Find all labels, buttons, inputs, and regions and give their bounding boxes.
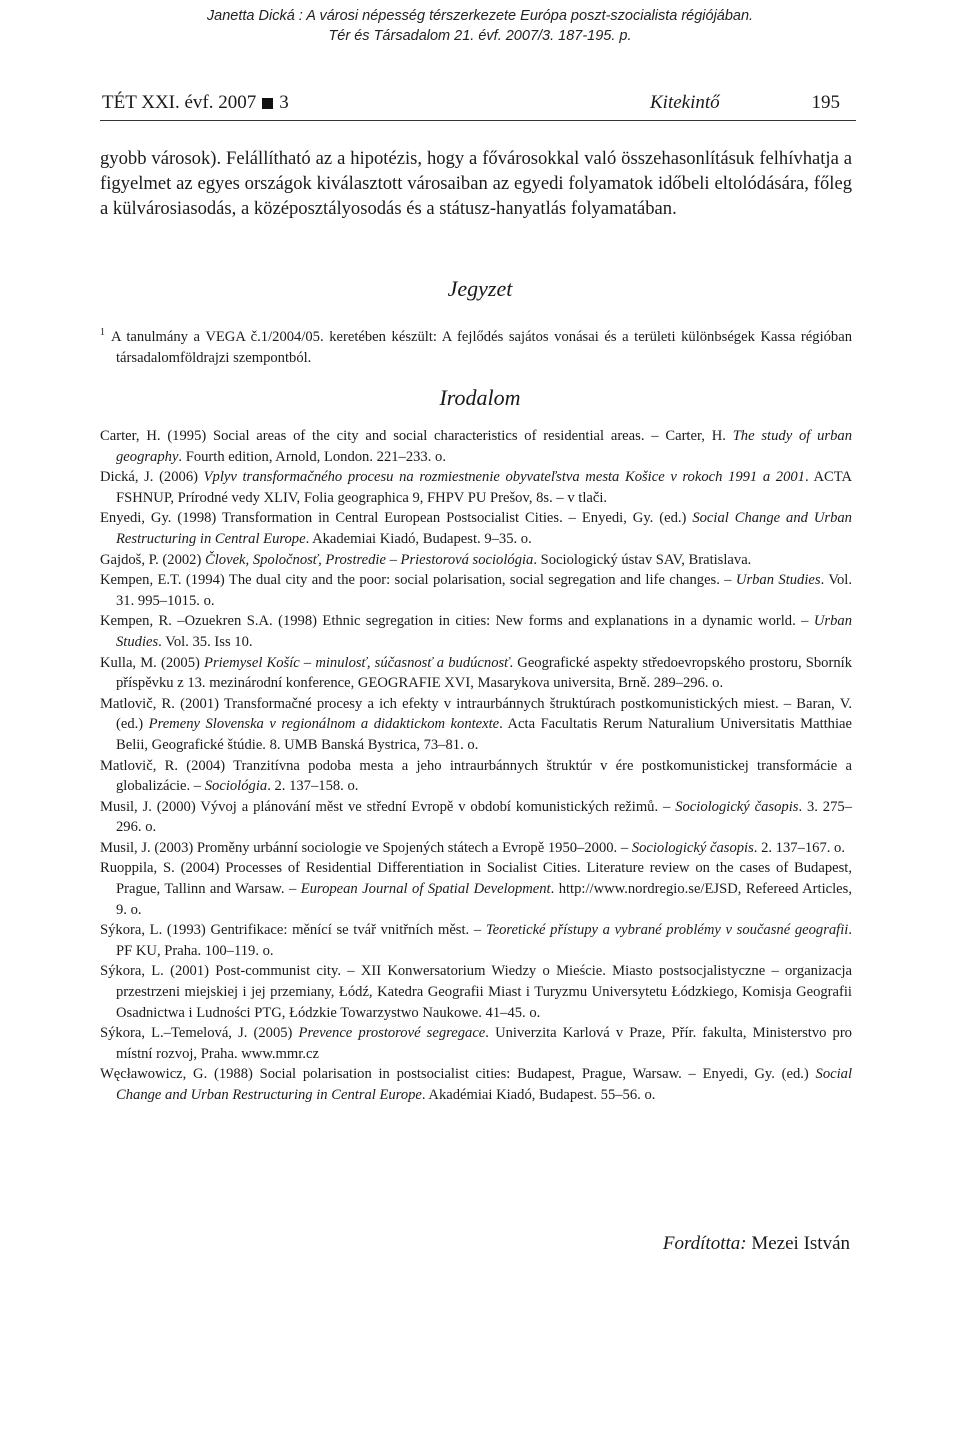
references-heading: Irodalom xyxy=(439,385,521,410)
reference-text: Matlovič, R. (2004) Tranzitívna podoba mesta a jeho intraurbánnych štruktúr v ére postkomunistickej transformácie a globalizácie. – xyxy=(100,757,852,795)
reference-text: Kempen, E.T. (1994) The dual city and the poor: social polarisation, social segregation and life changes. – xyxy=(100,572,736,589)
reference-text: Musil, J. (2003) Proměny urbánní sociologie ve Spojených státech a Evropě 1950–2000. – xyxy=(100,839,632,856)
reference-title: Urban Studies xyxy=(735,572,821,589)
reference-title: European Journal of Spatial Development xyxy=(300,881,551,898)
reference-title: Social Change and Urban Restructuring in Central Europe xyxy=(116,1066,852,1103)
reference-text: Węcławowicz, G. (1988) Social polarisation in postsocialist cities: Budapest, Prague, Warsaw. – Enyedi, Gy. (ed.) xyxy=(100,1066,816,1083)
reference-text: Sýkora, L. (1993) Gentrifikace: měnící se tvář vnitřních měst. – xyxy=(100,922,486,939)
reference-text: . Geografické aspekty středoevropského prostoru, Sborník příspěvku z 13. mezinárodní konference, GEOGRAFIE XVI, Masarykova universita, Brně. 289–296. o. xyxy=(116,654,852,692)
footnote-mark: 1 xyxy=(100,327,105,338)
reference-text: . Akadémiai Kiadó, Budapest. 55–56. o. xyxy=(421,1087,656,1103)
reference-title: Teoretické přístupy a vybrané problémy v současné geografii xyxy=(485,922,849,939)
page-number: 195 xyxy=(811,92,840,113)
reference-text: Ruoppila, S. (2004) Processes of Residential Differentiation in Socialist Cities. Literature review on the cases of Budapest, Prague, Tallinn and Warsaw. – xyxy=(100,860,852,898)
reference-entry xyxy=(100,694,852,756)
reference-entry xyxy=(100,961,852,1023)
reference-text: Gajdoš, P. (2002) xyxy=(100,551,205,568)
translator-name: Mezei István xyxy=(751,1233,850,1254)
reference-list xyxy=(100,426,852,1106)
reference-text: . 2. 137–158. o. xyxy=(267,778,359,795)
reference-entry xyxy=(100,756,852,797)
reference-entry xyxy=(100,1023,852,1064)
square-bullet-icon xyxy=(262,98,273,109)
citation-line-2: Tér és Társadalom 21. évf. 2007/3. 187-195. p. xyxy=(328,28,632,44)
reference-title: The study of urban geography xyxy=(116,428,853,465)
reference-text: . Sociologický ústav SAV, Bratislava. xyxy=(533,551,752,568)
reference-title: Premeny Slovenska v regionálnom a didaktickom kontexte xyxy=(148,716,500,733)
reference-text: . Akademiai Kiadó, Budapest. 9–35. o. xyxy=(305,530,532,547)
journal-info xyxy=(102,92,289,114)
citation-line-1: Janetta Dická : A városi népesség térszerkezete Európa poszt-szocialista régiójában. xyxy=(206,8,754,24)
reference-text: Kempen, R. –Ozuekren S.A. (1998) Ethnic segregation in cities: New forms and explanations in a dynamic world. – xyxy=(100,613,814,630)
reference-entry xyxy=(100,920,852,961)
reference-text: Kulla, M. (2005) xyxy=(100,654,205,671)
reference-text: Enyedi, Gy. (1998) Transformation in Central European Postsocialist Cities. – Enyedi, Gy. (ed.) xyxy=(100,510,693,527)
issue-number: 3 xyxy=(279,92,289,113)
reference-text: . 3. 275–296. o. xyxy=(116,798,852,836)
reference-text: . Fourth edition, Arnold, London. 221–233. o. xyxy=(178,448,446,465)
reference-entry xyxy=(100,508,852,549)
reference-title: Priemysel Košíc – minulosť, súčasnosť a budúcnosť xyxy=(204,654,510,671)
citation-header xyxy=(0,6,960,46)
translator-label: Fordította: xyxy=(662,1233,747,1254)
reference-text: Musil, J. (2000) Vývoj a plánování měst ve střední Evropě v období komunistických režimů. – xyxy=(100,798,676,815)
reference-text: Dická, J. (2006) xyxy=(100,469,204,486)
reference-title: Sociológia xyxy=(204,778,268,795)
reference-text: . 2. 137–167. o. xyxy=(753,839,845,856)
reference-entry xyxy=(100,611,852,652)
reference-entry xyxy=(100,550,852,571)
reference-entry xyxy=(100,838,852,859)
footnote-text: A tanulmány a VEGA č.1/2004/05. keretében készült: A fejlődés sajátos vonásai és a területi különbségek Kassa régióban társadalomföldrajzi szempontból. xyxy=(111,329,852,366)
reference-text: Matlovič, R. (2001) Transformačné procesy a ich efekty v intraurbánnych štruktúrach postkomunistických miest. – Baran, V. (ed.) xyxy=(100,695,852,733)
footnote xyxy=(100,322,852,369)
journal-name: TÉT XXI. évf. 2007 xyxy=(102,92,257,113)
reference-text: . Vol. 35. Iss 10. xyxy=(158,633,253,650)
reference-text: . Univerzita Karlová v Praze, Přír. fakulta, Ministerstvo pro místní rozvoj, Praha. www.mmr.cz xyxy=(116,1025,852,1062)
reference-entry xyxy=(100,797,852,838)
reference-text: . PF KU, Praha. 100–119. o. xyxy=(116,922,852,959)
reference-text: . http://www.nordregio.se/EJSD, Refereed Articles, 9. o. xyxy=(116,881,852,918)
reference-title: Sociologický časopis xyxy=(675,798,799,815)
reference-text: Carter, H. (1995) Social areas of the city and social characteristics of residential areas. – Carter, H. xyxy=(100,428,733,444)
reference-entry xyxy=(100,858,852,920)
reference-entry xyxy=(100,653,852,694)
reference-title: Sociologický časopis xyxy=(631,839,754,856)
reference-title: Človek, Spoločnosť, Prostredie – Priestorová sociológia xyxy=(205,551,534,568)
section-name: Kitekintő xyxy=(650,92,720,113)
running-header xyxy=(100,92,856,121)
footnote-body xyxy=(100,322,852,369)
reference-entry xyxy=(100,1064,852,1105)
intro-paragraph: gyobb városok). Felállítható az a hipotézis, hogy a fővárosokkal való összehasonlításuk felhívhatja a figyelmet az egyes országok kiválasztott városaiban az egyedi folyamatok időbeli eltolódására, főleg a külvárosiasodás, a középosztályosodás és a státusz-hanyatlás folyamatában. xyxy=(100,148,852,219)
reference-entry xyxy=(100,426,852,467)
notes-heading: Jegyzet xyxy=(447,276,513,301)
reference-entry xyxy=(100,467,852,508)
reference-text: Sýkora, L.–Temelová, J. (2005) xyxy=(100,1025,299,1042)
reference-title: Vplyv transformačného procesu na rozmiestnenie obyvateľstva mesta Košice v rokoch 1991 a 2001 xyxy=(203,469,805,486)
reference-text: . ACTA FSHNUP, Prírodné vedy XLIV, Folia geographica 9, FHPV PU Prešov, 8s. – v tlači. xyxy=(116,469,852,506)
reference-title: Prevence prostorové segregace xyxy=(298,1025,486,1042)
reference-entry xyxy=(100,570,852,611)
reference-text: . Acta Facultatis Rerum Naturalium Universitatis Matthiae Belii, Geografické štúdie. 8. UMB Banská Bystrica, 73–81. o. xyxy=(116,716,852,753)
reference-text: . Vol. 31. 995–1015. o. xyxy=(116,572,852,609)
reference-title: Urban Studies xyxy=(116,613,852,650)
reference-title: Social Change and Urban Restructuring in Central Europe xyxy=(116,510,852,547)
reference-text: Sýkora, L. (2001) Post-communist city. – XII Konwersatorium Wiedzy o Mieście. Miasto postsocjalistyczne – organizacja przestrzeni miejskiej i jej przemiany, Łódź, Katedra Geografii Miast i Turyzmu Universytetu Łódzkiego, Komisja Geografii Osadnictwa i Ludności PTG, Łódzkie Towarzystwo Naukowe. 41–45. o. xyxy=(100,963,852,1021)
translator-credit xyxy=(663,1233,850,1255)
